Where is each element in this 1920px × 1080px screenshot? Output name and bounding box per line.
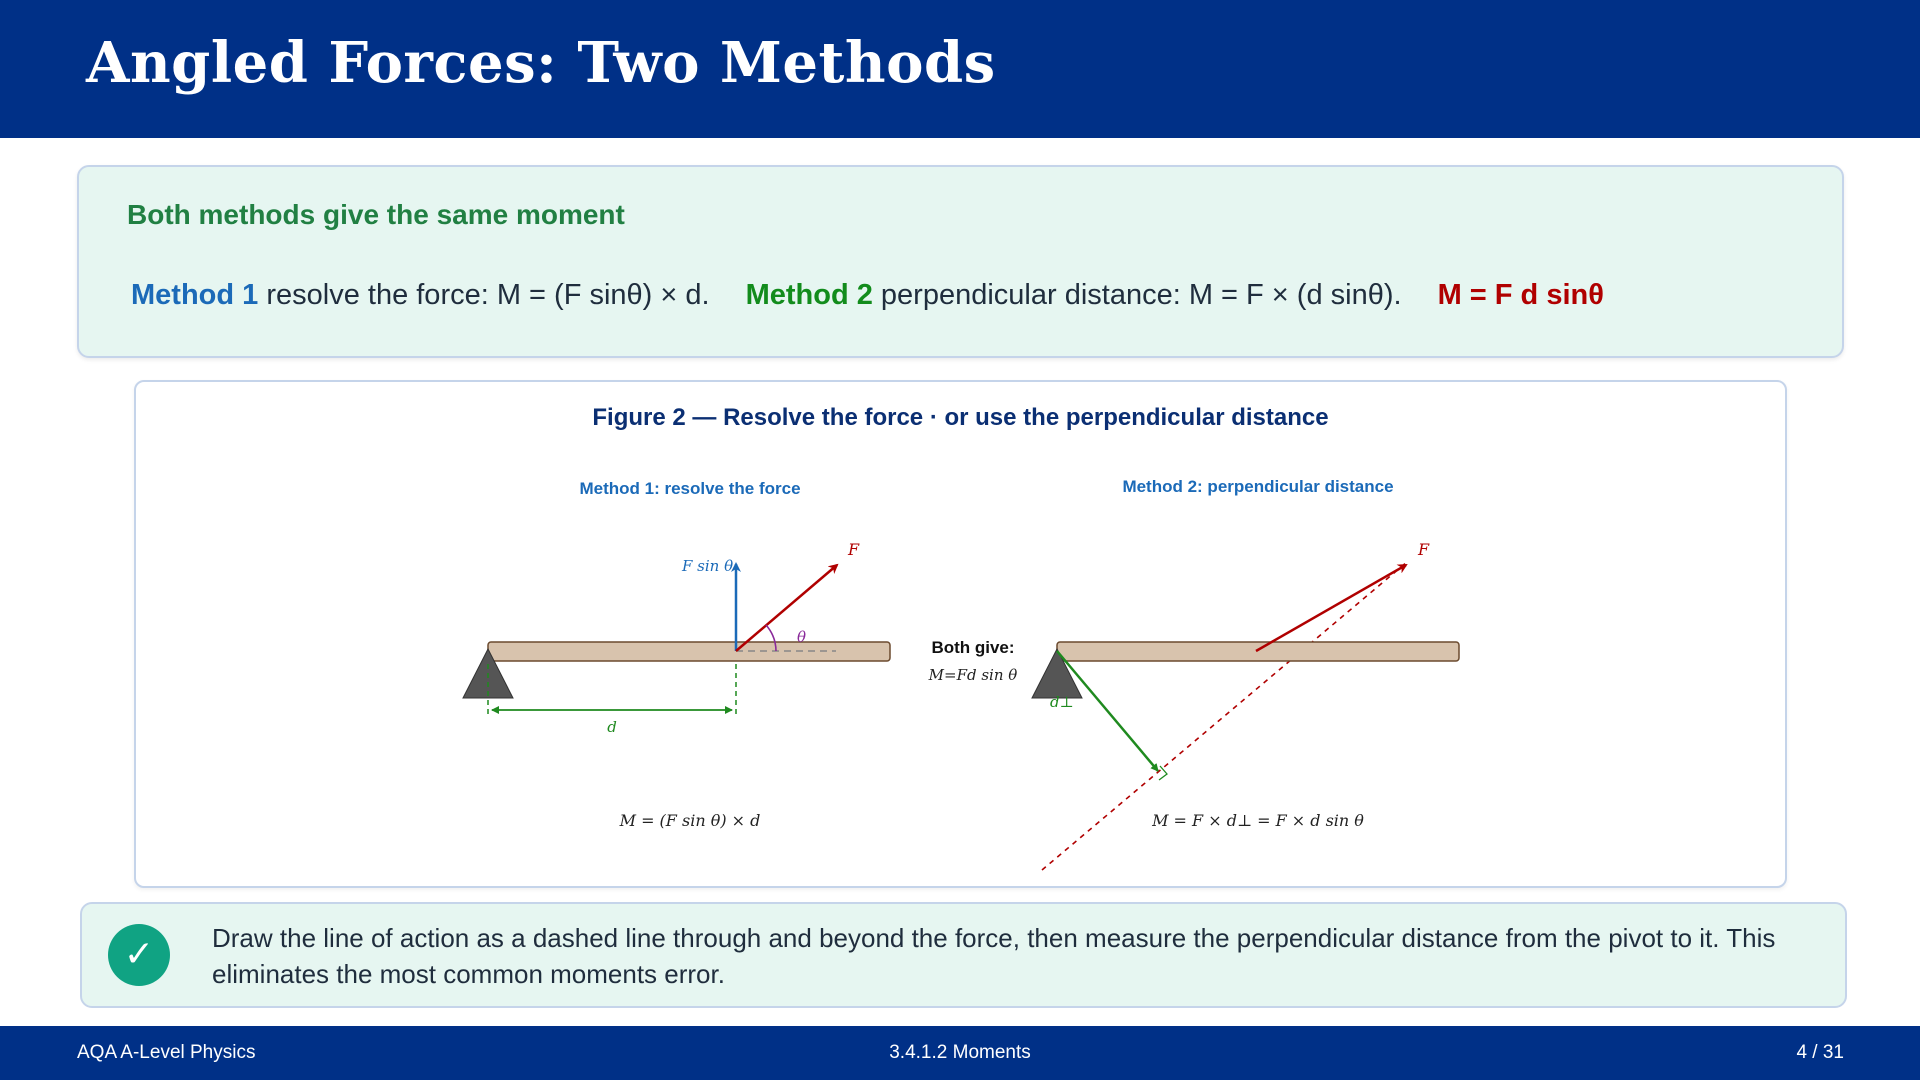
tip-box xyxy=(80,902,1847,1008)
moments-diagram xyxy=(136,382,1789,890)
footer-topic: 3.4.1.2 Moments xyxy=(889,1042,1031,1063)
theta-label: θ xyxy=(797,628,807,646)
right-angle-marker xyxy=(1159,766,1167,780)
methods-line xyxy=(131,279,1604,312)
summary-heading: Both methods give the same moment xyxy=(127,199,625,230)
fsin-label: F sin θ xyxy=(682,557,734,575)
method2-text: perpendicular distance: M = F × (d sinθ). xyxy=(872,279,1402,311)
summary-box xyxy=(77,165,1844,358)
method1-label: Method 1 xyxy=(131,279,259,311)
force-label-left: F xyxy=(848,540,860,559)
method2-label: Method 2 xyxy=(745,279,873,311)
title-bar xyxy=(0,0,1920,138)
both-give-heading: Both give: xyxy=(931,638,1015,657)
figure-box xyxy=(134,380,1787,888)
force-arrow-left xyxy=(736,565,837,651)
result-formula: M = F d sinθ xyxy=(1437,279,1604,311)
method2-heading: Method 2: perpendicular distance xyxy=(1122,477,1394,496)
beam-left xyxy=(488,642,890,661)
footer-course: AQA A-Level Physics xyxy=(77,1042,256,1063)
figure-title: Figure 2 — Resolve the force · or use the perpendicular distance xyxy=(592,404,1329,431)
force-arrow-right xyxy=(1256,565,1406,651)
check-icon: ✓ xyxy=(108,924,170,986)
d-perp-label: d⊥ xyxy=(1050,693,1074,711)
method2-equation: M = F × d⊥ = F × d sin θ xyxy=(1152,811,1364,830)
force-label-right: F xyxy=(1418,540,1430,559)
method1-equation: M = (F sin θ) × d xyxy=(619,811,761,830)
footer-page-number: 4 / 31 xyxy=(1796,1042,1844,1063)
method1-text: resolve the force: M = (F sinθ) × d. xyxy=(258,279,710,311)
footer xyxy=(0,1026,1920,1080)
both-give-equation: M=Fd sin θ xyxy=(928,666,1018,684)
beam-right xyxy=(1057,642,1459,661)
d-label: d xyxy=(607,718,617,736)
method1-heading: Method 1: resolve the force xyxy=(579,479,801,498)
tip-text: Draw the line of action as a dashed line through and beyond the force, then measure the perpendicular distance from the pivot to it. This eliminates the most common moments error. xyxy=(212,923,1776,989)
perpendicular-distance-arrow xyxy=(1057,651,1158,771)
slide-title: Angled Forces: Two Methods xyxy=(86,30,996,96)
